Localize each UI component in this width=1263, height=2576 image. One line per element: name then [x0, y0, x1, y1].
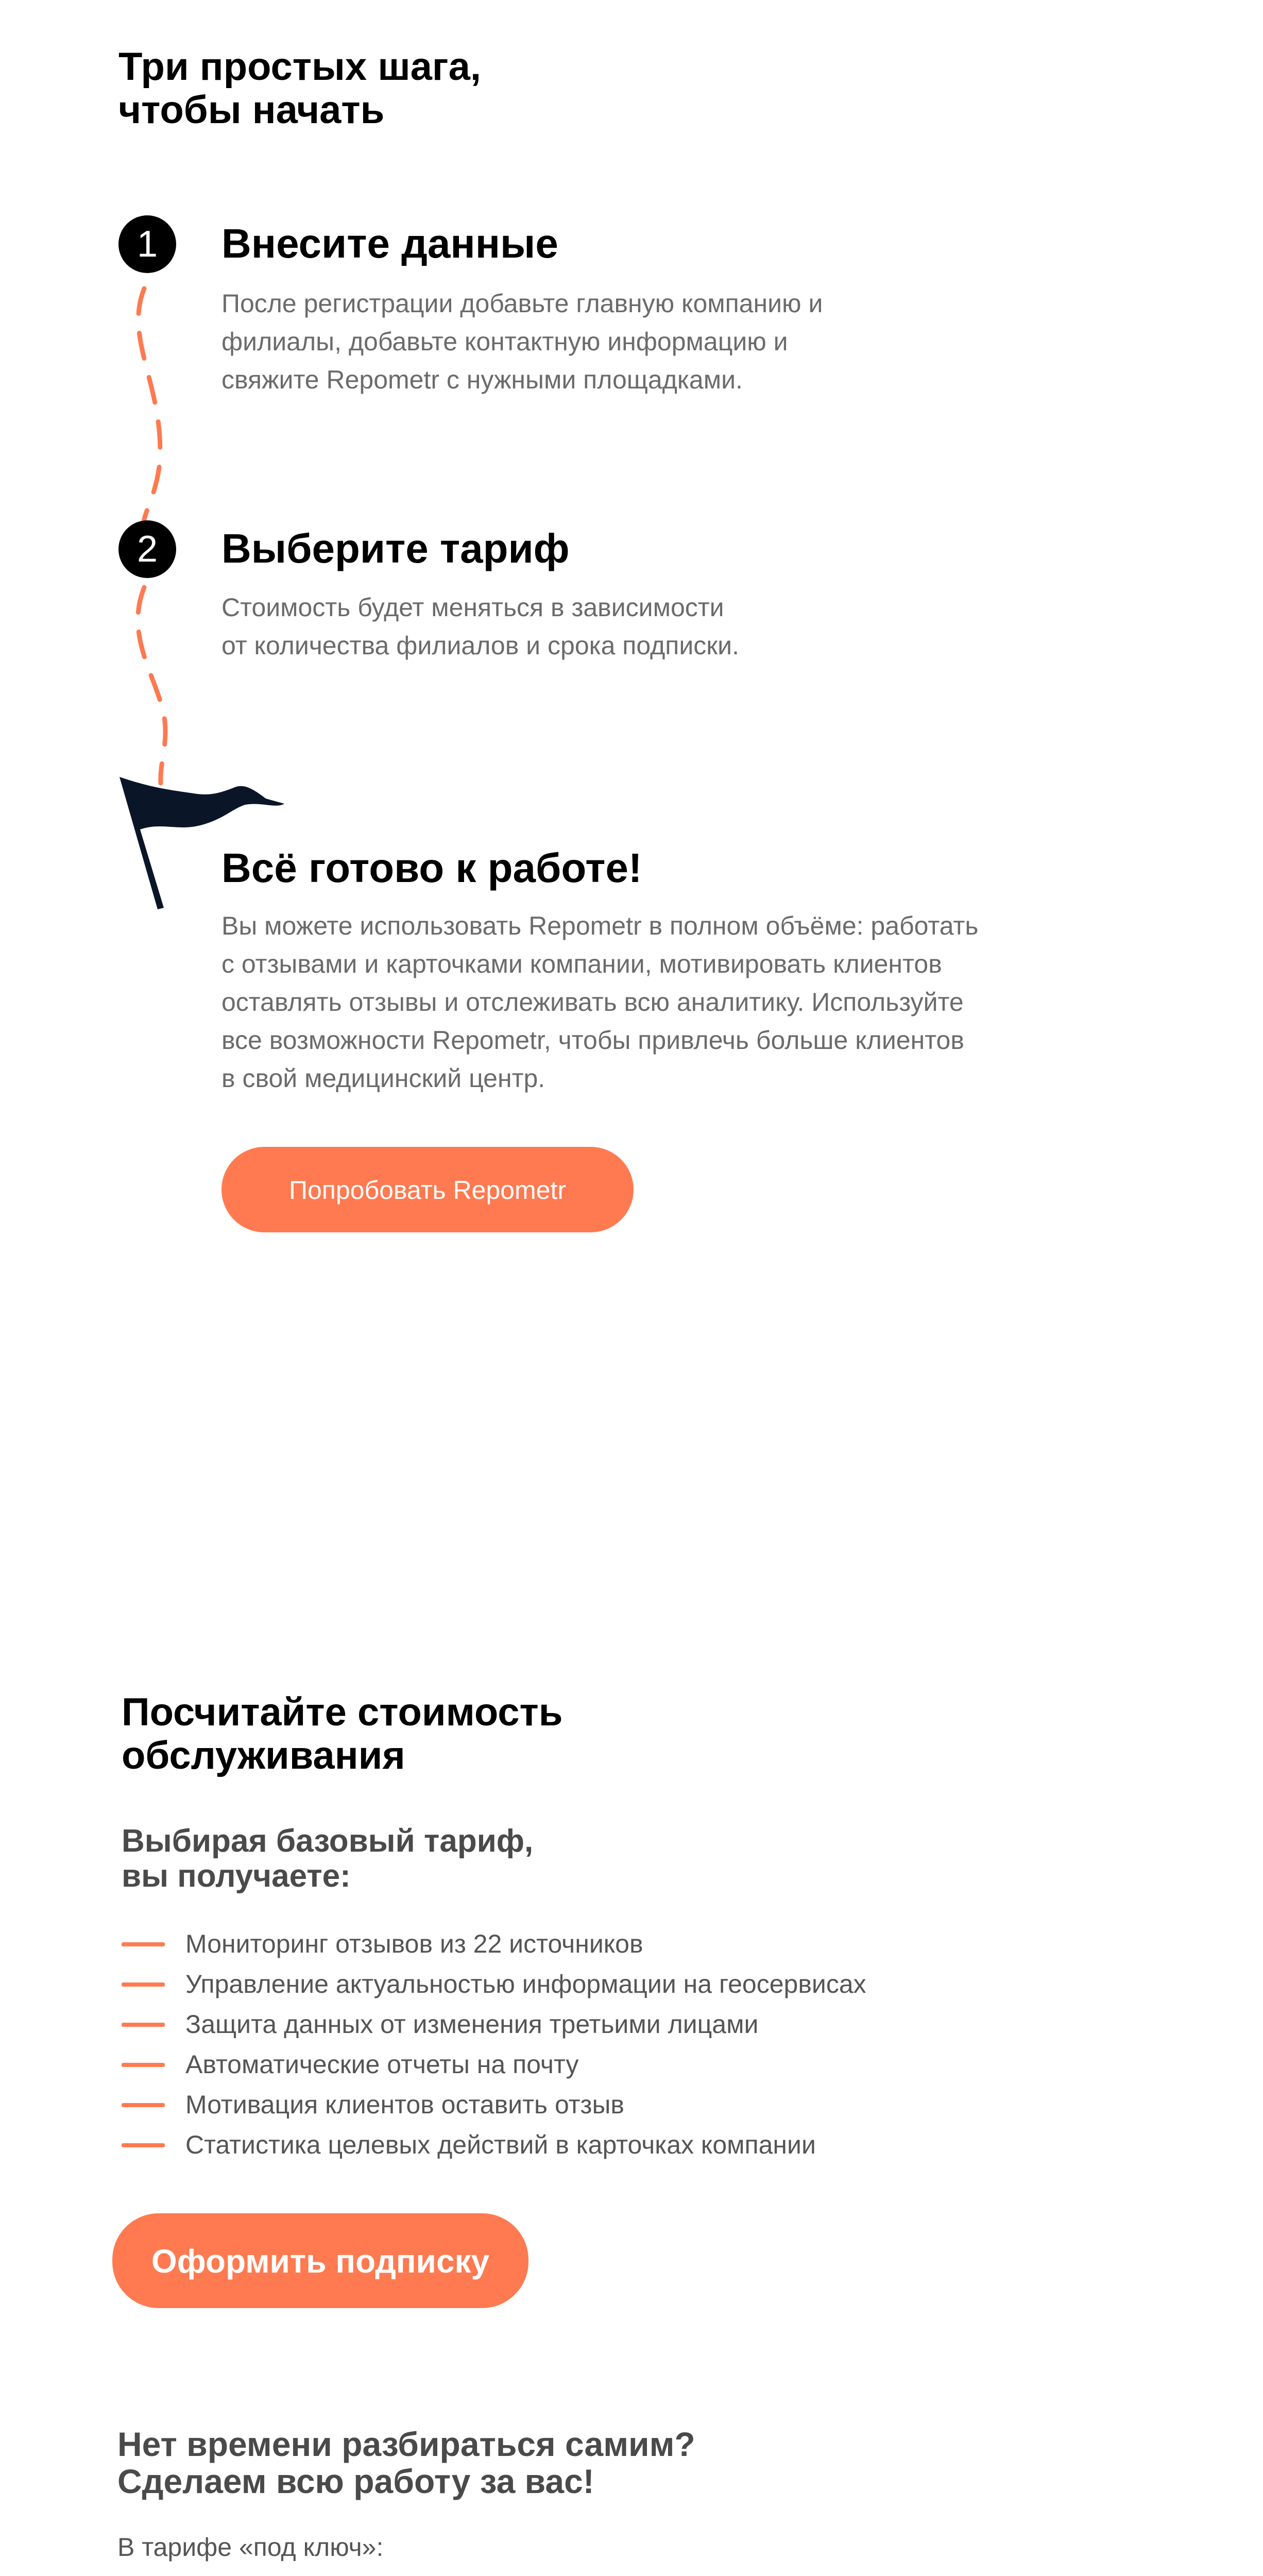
- list-item: [122, 1924, 1100, 1964]
- dash-bullet-icon: [122, 2103, 165, 2107]
- final-step-title: Всё готово к работе!: [221, 845, 642, 891]
- turnkey-section-title: Нет времени разбираться самим? Сделаем всю работу за вас!: [117, 2425, 695, 2500]
- feature-text: Статистика целевых действий в карточках компании: [185, 2130, 816, 2159]
- pricing-features-list: [122, 1924, 1100, 2165]
- steps-section-title: Три простых шага, чтобы начать: [118, 45, 481, 132]
- step-1-title: Внесите данные: [221, 221, 558, 266]
- step-2-number: 2: [118, 520, 176, 578]
- list-item: [122, 2004, 1100, 2044]
- list-item: [122, 2084, 1100, 2125]
- dash-bullet-icon: [122, 2023, 165, 2027]
- pricing-section-subtitle: Выбирая базовый тариф, вы получаете:: [122, 1823, 534, 1894]
- subscribe-button[interactable]: Оформить подписку: [112, 2213, 528, 2308]
- pricing-section-title: Посчитайте стоимость обслуживания: [122, 1690, 563, 1777]
- feature-text: Мониторинг отзывов из 22 источников: [185, 1929, 643, 1958]
- step-2-title: Выберите тариф: [221, 526, 570, 571]
- feature-text: Автоматические отчеты на почту: [185, 2050, 579, 2079]
- dash-bullet-icon: [122, 1982, 165, 1987]
- list-item: [122, 2044, 1100, 2084]
- dash-bullet-icon: [122, 2063, 165, 2067]
- dash-bullet-icon: [122, 1942, 165, 1946]
- try-repometr-button[interactable]: Попробовать Repometr: [221, 1147, 634, 1232]
- dash-bullet-icon: [122, 2143, 165, 2147]
- feature-text: Управление актуальностью информации на геосервисах: [185, 1970, 866, 1998]
- turnkey-section-intro: В тарифе «под ключ»:: [117, 2533, 384, 2562]
- step-2-text: Стоимость будет меняться в зависимости от количества филиалов и срока подписки.: [221, 593, 739, 660]
- step-1-text: После регистрации добавьте главную компанию и филиалы, добавьте контактную информацию и свяжите Repometr с нужными площадками.: [221, 289, 823, 394]
- final-step-text: Вы можете использовать Repometr в полном объёме: работать с отзывами и карточками компании, мотивировать клиентов оставлять отзывы и отслеживать всю аналитику. Используйте все возможности Repometr, чтобы привлечь больше клиентов в свой медицинский центр.: [221, 911, 979, 1093]
- step-1-number: 1: [118, 215, 176, 273]
- list-item: [122, 2125, 1100, 2165]
- list-item: [122, 1964, 1100, 2004]
- feature-text: Мотивация клиентов оставить отзыв: [185, 2090, 624, 2119]
- feature-text: Защита данных от изменения третьими лицами: [185, 2010, 759, 2039]
